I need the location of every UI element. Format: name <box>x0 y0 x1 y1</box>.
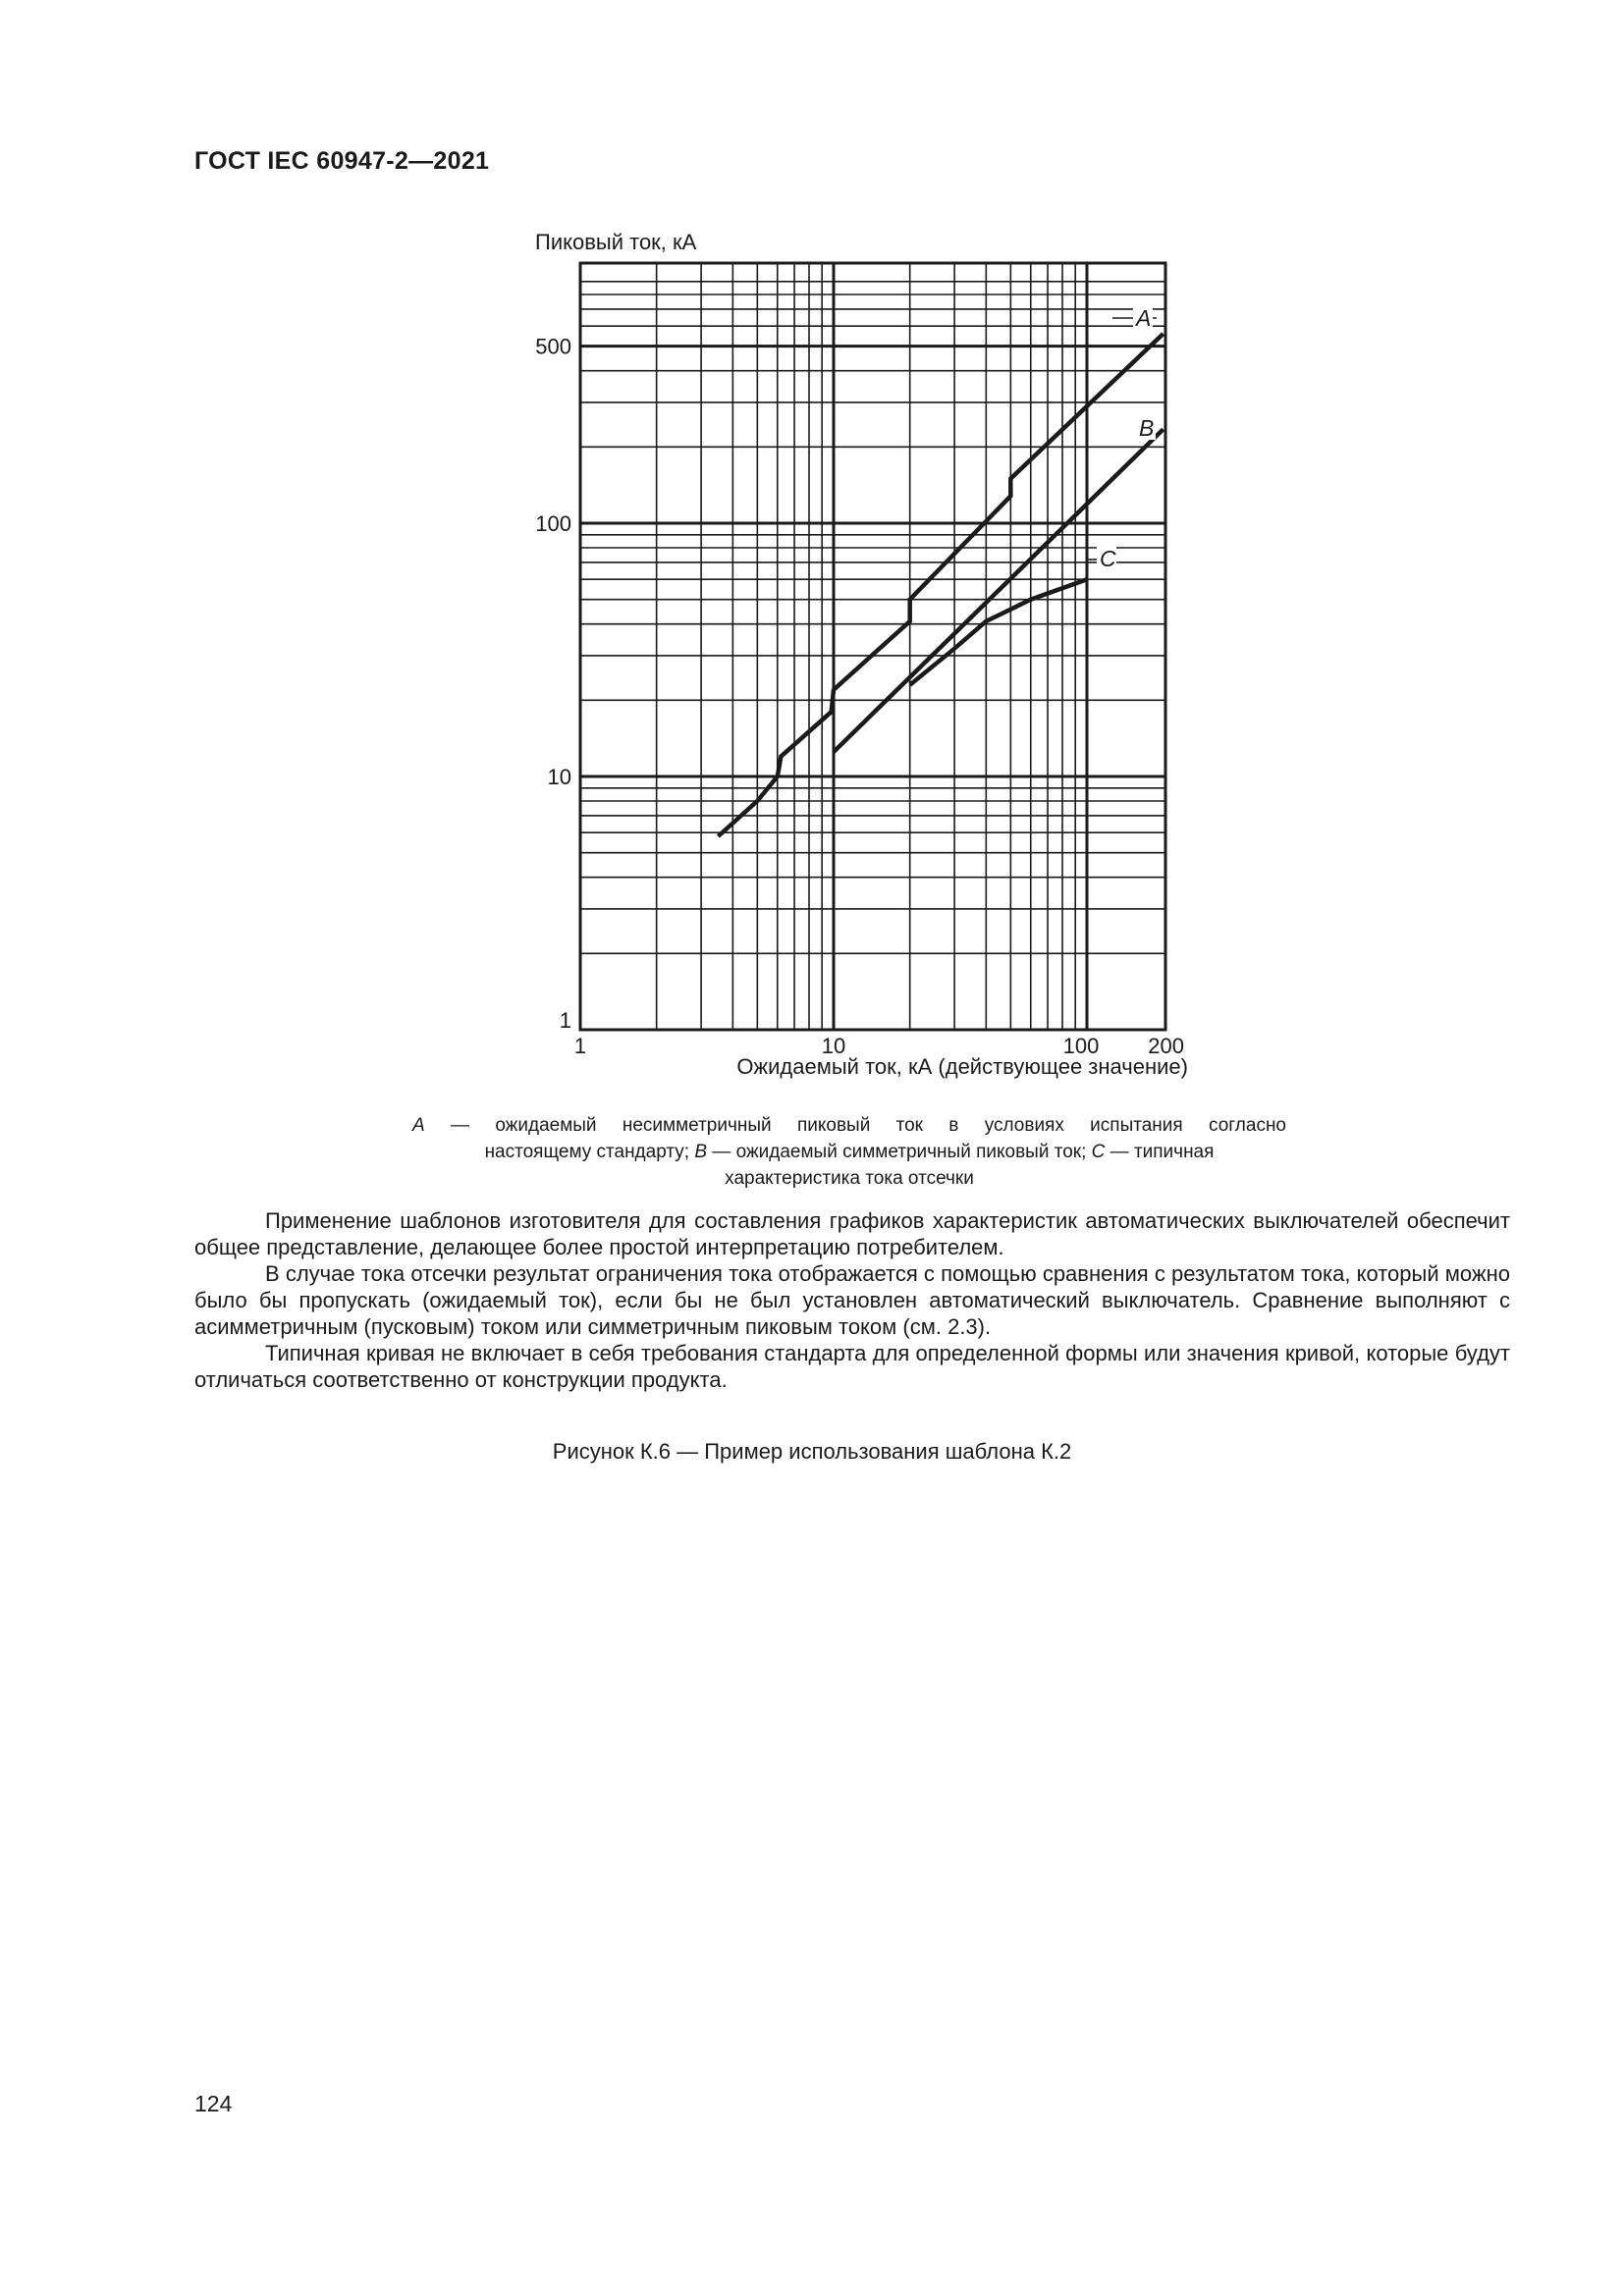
paragraph-1: Применение шаблонов изготовителя для составления графиков характеристик автоматических выключателей обеспечит общее представление, делающее более простой интерпретацию потребителем. <box>194 1208 1510 1259</box>
x-tick-label: 1 <box>573 1034 587 1058</box>
chart-major-gridlines <box>580 263 1165 1030</box>
y-tick-label: 10 <box>547 765 571 789</box>
chart-plot-frame <box>580 263 1165 1030</box>
legend-line-3 <box>412 1165 1286 1192</box>
chart-minor-gridlines <box>580 263 1165 1030</box>
legend-text-a: — ожидаемый несимметричный пиковый ток в условиях испытания согласно <box>424 1115 1286 1136</box>
series-c-line <box>910 579 1087 685</box>
y-tick-label: 1 <box>559 1008 571 1033</box>
current-limiting-chart <box>0 0 1624 1090</box>
chart-series-layer <box>718 334 1163 836</box>
legend-letter-a: A <box>412 1115 425 1136</box>
legend-text-b: — ожидаемый симметричный пиковый ток; <box>707 1142 1092 1162</box>
legend-line-1 <box>412 1112 1286 1139</box>
paragraph-2: В случае тока отсечки результат ограничения тока отображается с помощью сравнения с результатом тока, который можно было бы пропускать (ожидаемый ток), если бы не был установлен автоматический выключатель. Сравнение выполняют с асимметричным (пусковым) током или симметричным пиковым током (см. 2.3). <box>194 1261 1510 1339</box>
legend-text-c-continued: характеристика тока отсечки <box>725 1168 974 1189</box>
page-number: 124 <box>194 2091 233 2116</box>
x-tick-label: 10 <box>821 1034 846 1058</box>
legend-letter-b: B <box>694 1142 708 1162</box>
figure-legend <box>412 1112 1286 1192</box>
series-label-a: A <box>1136 305 1152 331</box>
body-text <box>194 1207 1510 1393</box>
chart-y-tick-labels <box>535 335 571 1033</box>
chart-x-axis-label: Ожидаемый ток, кА (действующее значение) <box>736 1054 1188 1079</box>
series-label-c: C <box>1100 546 1116 571</box>
document-header: ГОСТ IEC 60947-2—2021 <box>194 147 490 175</box>
y-tick-label: 500 <box>535 334 571 359</box>
figure-caption: Рисунок К.6 — Пример использования шаблона К.2 <box>552 1439 1072 1464</box>
series-a-line <box>718 334 1163 836</box>
x-tick-label: 100 <box>1062 1034 1100 1058</box>
paragraph-3: Типичная кривая не включает в себя требования стандарта для определенной формы или значения кривой, которые будут отличаться соответственно от конструкции продукта. <box>194 1341 1510 1392</box>
x-tick-label: 200 <box>1148 1034 1185 1058</box>
chart-y-axis-label: Пиковый ток, кА <box>535 230 697 254</box>
legend-line-2 <box>412 1139 1286 1165</box>
legend-text-a-continued: настоящему стандарту; <box>484 1142 695 1162</box>
series-label-b: B <box>1139 415 1155 441</box>
legend-letter-c: C <box>1091 1142 1106 1162</box>
series-b-line <box>834 429 1164 752</box>
y-tick-label: 100 <box>535 511 571 536</box>
legend-text-c: — типичная <box>1105 1142 1215 1162</box>
